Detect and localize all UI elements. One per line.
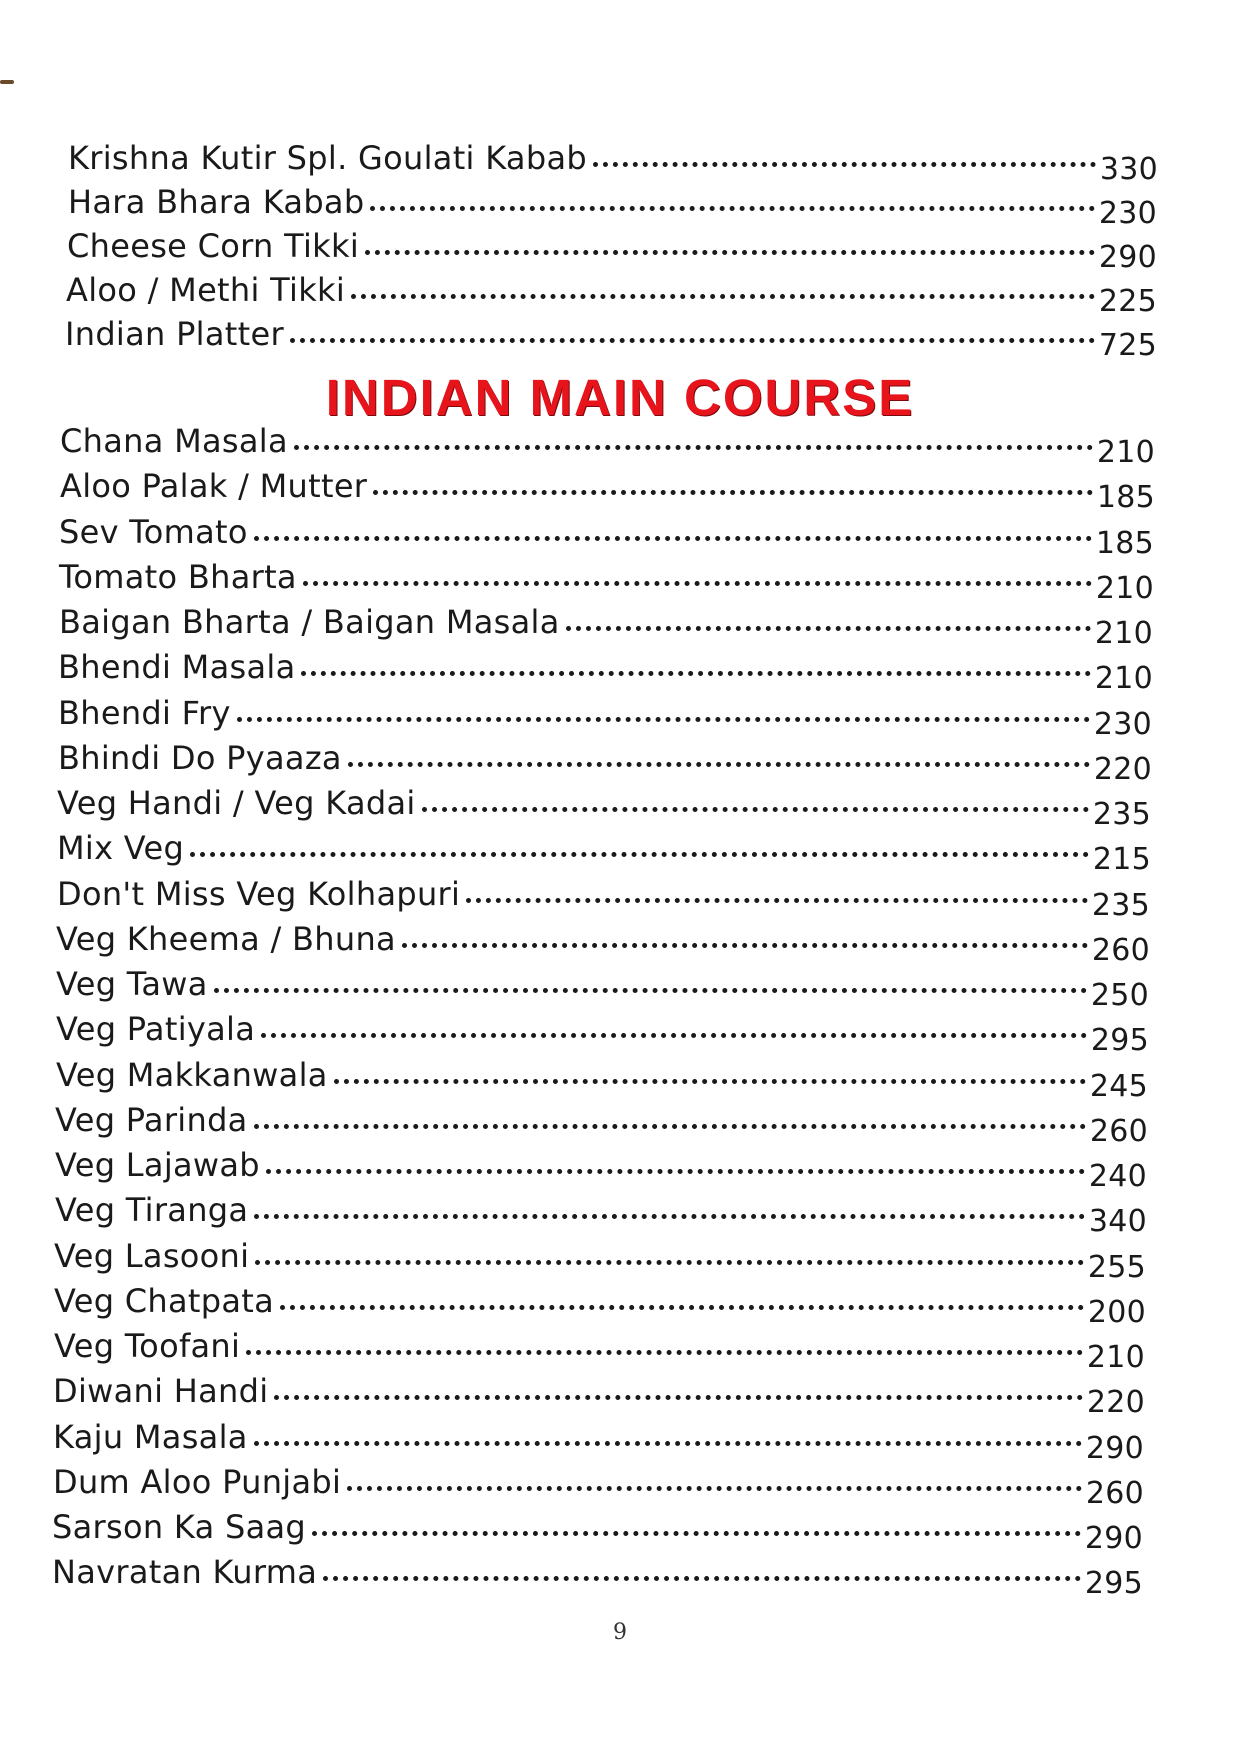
menu-item-name: Veg Parinda: [55, 1101, 248, 1139]
dot-leader: [214, 988, 1087, 993]
menu-item-name: Mix Veg: [57, 829, 185, 867]
menu-item-name: Veg Patiyala: [56, 1010, 256, 1048]
menu-item: [53, 1462, 1144, 1511]
menu-item-price: 210: [1096, 435, 1155, 470]
menu-item-name: Diwani Handi: [53, 1372, 269, 1410]
dot-leader: [266, 1169, 1085, 1174]
dot-leader: [593, 162, 1096, 167]
menu-item-price: 330: [1099, 152, 1158, 187]
dot-leader: [294, 445, 1093, 450]
menu-item: [60, 421, 1155, 470]
menu-item-name: Hara Bhara Kabab: [68, 183, 365, 221]
menu-item-name: Krishna Kutir Spl. Goulati Kabab: [68, 139, 587, 177]
section-title-main-course: INDIAN MAIN COURSE: [325, 369, 915, 426]
menu-item-price: 200: [1087, 1295, 1146, 1330]
dot-leader: [246, 1350, 1083, 1355]
menu-item-name: Kaju Masala: [53, 1418, 248, 1456]
menu-item: [55, 1100, 1148, 1149]
menu-item-name: Navratan Kurma: [52, 1553, 318, 1591]
menu-item-name: Veg Chatpata: [54, 1282, 275, 1320]
menu-item: [60, 466, 1155, 515]
menu-item-name: Sarson Ka Saag: [52, 1508, 307, 1546]
menu-item-price: 210: [1095, 571, 1154, 606]
menu-item-price: 230: [1093, 707, 1152, 742]
menu-item-name: Aloo / Methi Tikki: [66, 271, 346, 309]
menu-item-name: Dum Aloo Punjabi: [53, 1463, 342, 1501]
dot-leader: [373, 490, 1093, 495]
menu-item-price: 295: [1084, 1566, 1143, 1601]
menu-item-name: Tomato Bharta: [59, 558, 297, 596]
menu-item-price: 235: [1091, 888, 1150, 923]
menu-item: [55, 1190, 1147, 1239]
menu-item: [57, 828, 1151, 877]
menu-item: [54, 1236, 1146, 1285]
menu-item-price: 290: [1084, 1521, 1143, 1556]
menu-item: [56, 964, 1149, 1013]
dot-leader: [290, 338, 1095, 343]
menu-item: [59, 557, 1154, 606]
menu-item-price: 220: [1093, 752, 1152, 787]
menu-item: [59, 512, 1154, 561]
menu-item-name: Veg Toofani: [54, 1327, 241, 1365]
menu-item: [53, 1417, 1144, 1466]
menu-item: [56, 1009, 1149, 1058]
menu-item: [52, 1507, 1143, 1556]
dot-leader: [280, 1305, 1084, 1310]
menu-item-name: Veg Makkanwala: [56, 1056, 328, 1094]
menu-item-price: 260: [1091, 933, 1150, 968]
menu-item: [66, 270, 1157, 319]
dot-leader: [422, 807, 1089, 812]
menu-item-price: 255: [1087, 1250, 1146, 1285]
menu-item: [58, 738, 1152, 787]
menu-item-name: Veg Kheema / Bhuna: [56, 920, 396, 958]
menu-item-name: Aloo Palak / Mutter: [60, 467, 368, 505]
menu-item: [68, 138, 1158, 187]
dot-leader: [348, 762, 1090, 767]
menu-item: [54, 1281, 1146, 1330]
menu-item-price: 295: [1090, 1023, 1149, 1058]
dot-leader: [402, 943, 1088, 948]
menu-item: [56, 919, 1150, 968]
menu-item-price: 210: [1094, 661, 1153, 696]
menu-item-price: 215: [1092, 842, 1151, 877]
dot-leader: [351, 294, 1095, 299]
menu-item-name: Veg Lajawab: [55, 1146, 260, 1184]
dot-leader: [274, 1395, 1082, 1400]
dot-leader: [312, 1531, 1081, 1536]
menu-item: [54, 1326, 1145, 1375]
dot-leader: [566, 626, 1091, 631]
dot-leader: [301, 671, 1090, 676]
menu-item-price: 340: [1088, 1204, 1147, 1239]
menu-item-name: Cheese Corn Tikki: [67, 227, 360, 265]
menu-item: [53, 1371, 1145, 1420]
dot-leader: [190, 852, 1089, 857]
menu-item-price: 290: [1085, 1431, 1144, 1466]
menu-item: [65, 314, 1157, 363]
menu-item: [59, 602, 1153, 651]
dot-leader: [254, 536, 1092, 541]
menu-item-name: Chana Masala: [60, 422, 288, 460]
menu-item-name: Veg Lasooni: [54, 1237, 250, 1275]
menu-item-price: 210: [1086, 1340, 1145, 1375]
dot-leader: [466, 898, 1088, 903]
dot-leader: [255, 1260, 1084, 1265]
menu-item-name: Bhindi Do Pyaaza: [58, 739, 342, 777]
menu-item-price: 220: [1086, 1385, 1145, 1420]
menu-item-price: 725: [1098, 328, 1157, 363]
menu-item-price: 185: [1096, 480, 1155, 515]
menu-item-price: 240: [1088, 1159, 1147, 1194]
menu-item: [58, 693, 1152, 742]
menu-item-name: Don't Miss Veg Kolhapuri: [57, 875, 461, 913]
dot-leader: [347, 1486, 1082, 1491]
menu-item-price: 225: [1098, 284, 1157, 319]
dot-leader: [261, 1033, 1087, 1038]
menu-item-name: Bhendi Fry: [58, 694, 231, 732]
menu-item-name: Indian Platter: [65, 315, 284, 353]
menu-item-name: Baigan Bharta / Baigan Masala: [59, 603, 560, 641]
menu-item-name: Veg Handi / Veg Kadai: [57, 784, 416, 822]
dot-leader: [254, 1124, 1086, 1129]
dot-leader: [303, 581, 1092, 586]
menu-item: [67, 226, 1157, 275]
menu-item-name: Veg Tawa: [56, 965, 208, 1003]
menu-item-price: 230: [1098, 196, 1157, 231]
page-edge-mark: [0, 80, 14, 84]
menu-item-name: Veg Tiranga: [55, 1191, 249, 1229]
menu-item-price: 235: [1092, 797, 1151, 832]
menu-item: [55, 1145, 1147, 1194]
menu-item-price: 250: [1090, 978, 1149, 1013]
dot-leader: [254, 1441, 1082, 1446]
dot-leader: [254, 1214, 1085, 1219]
menu-item-price: 245: [1089, 1069, 1148, 1104]
menu-item: [57, 783, 1151, 832]
dot-leader: [323, 1576, 1081, 1581]
menu-item-price: 260: [1085, 1476, 1144, 1511]
menu-item-price: 210: [1094, 616, 1153, 651]
menu-item-price: 260: [1089, 1114, 1148, 1149]
menu-item-name: Bhendi Masala: [58, 648, 296, 686]
dot-leader: [237, 717, 1090, 722]
menu-item: [56, 1055, 1148, 1104]
menu-item: [68, 182, 1157, 231]
menu-item-name: Sev Tomato: [59, 513, 248, 551]
dot-leader: [365, 250, 1095, 255]
menu-item: [58, 647, 1153, 696]
menu-item: [57, 874, 1150, 923]
menu-item-price: 290: [1098, 240, 1157, 275]
dot-leader: [334, 1079, 1086, 1084]
menu-item: [52, 1552, 1143, 1601]
menu-item-price: 185: [1095, 526, 1154, 561]
page-number: 9: [613, 1620, 627, 1645]
dot-leader: [370, 206, 1094, 211]
